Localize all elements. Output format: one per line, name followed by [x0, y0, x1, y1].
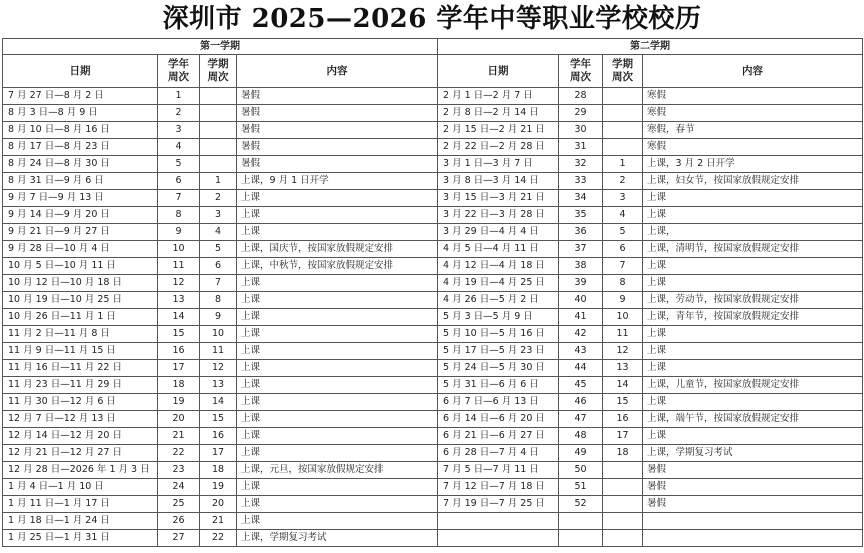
- date-cell: 7 月 5 日—7 月 11 日: [438, 462, 559, 479]
- content-cell: 上课，中秋节，按国家放假规定安排: [237, 258, 438, 275]
- date-cell: 3 月 29 日—4 月 4 日: [438, 224, 559, 241]
- table-row: [3, 190, 438, 207]
- date-cell: 4 月 12 日—4 月 18 日: [438, 258, 559, 275]
- table-row: [3, 360, 438, 377]
- year-week-cell: 25: [158, 496, 200, 513]
- date-cell: 11 月 23 日—11 月 29 日: [3, 377, 158, 394]
- content-cell: 上课，9 月 1 日开学: [237, 173, 438, 190]
- year-week-cell: [559, 530, 603, 547]
- term-week-cell: 20: [200, 496, 237, 513]
- date-cell: 9 月 14 日—9 月 20 日: [3, 207, 158, 224]
- content-cell: 上课: [237, 445, 438, 462]
- year-week-cell: 46: [559, 394, 603, 411]
- year-week-cell: 22: [158, 445, 200, 462]
- year-week-cell: 24: [158, 479, 200, 496]
- content-cell: 暑假: [237, 88, 438, 105]
- date-cell: 9 月 21 日—9 月 27 日: [3, 224, 158, 241]
- date-cell: 11 月 9 日—11 月 15 日: [3, 343, 158, 360]
- date-cell: 8 月 10 日—8 月 16 日: [3, 122, 158, 139]
- content-cell: 上课，元旦，按国家放假规定安排: [237, 462, 438, 479]
- table-row: [3, 275, 438, 292]
- term-week-cell: [603, 139, 643, 156]
- date-cell: 8 月 31 日—9 月 6 日: [3, 173, 158, 190]
- date-cell: 8 月 17 日—8 月 23 日: [3, 139, 158, 156]
- year-week-cell: 7: [158, 190, 200, 207]
- table-row: [3, 309, 438, 326]
- content-cell: 上课: [237, 275, 438, 292]
- content-cell: 上课: [237, 496, 438, 513]
- date-cell: 5 月 10 日—5 月 16 日: [438, 326, 559, 343]
- table-row: [438, 394, 863, 411]
- semester-1-table: [2, 38, 438, 547]
- content-cell: 上课: [237, 190, 438, 207]
- table-row: [3, 156, 438, 173]
- year-week-cell: 10: [158, 241, 200, 258]
- date-cell: 7 月 27 日—8 月 2 日: [3, 88, 158, 105]
- table-row: [438, 173, 863, 190]
- year-week-cell: 12: [158, 275, 200, 292]
- year-week-cell: 28: [559, 88, 603, 105]
- date-cell: 9 月 28 日—10 月 4 日: [3, 241, 158, 258]
- table-row: [3, 428, 438, 445]
- term-week-cell: [603, 496, 643, 513]
- table-row: [438, 462, 863, 479]
- term-week-cell: 12: [603, 343, 643, 360]
- term-week-cell: 7: [200, 275, 237, 292]
- table-row: [438, 428, 863, 445]
- term-week-cell: 14: [200, 394, 237, 411]
- term-week-cell: 8: [603, 275, 643, 292]
- table-row: [3, 326, 438, 343]
- content-cell: 上课，3 月 2 日开学: [643, 156, 863, 173]
- year-week-cell: 48: [559, 428, 603, 445]
- term-week-cell: [603, 513, 643, 530]
- term-week-cell: [200, 105, 237, 122]
- date-cell: 7 月 12 日—7 月 18 日: [438, 479, 559, 496]
- year-week-cell: 14: [158, 309, 200, 326]
- content-cell: 寒假: [643, 139, 863, 156]
- content-cell: 上课: [643, 343, 863, 360]
- content-cell: 上课: [237, 292, 438, 309]
- table-row: [3, 241, 438, 258]
- header-term-week: 学期 周次: [603, 55, 643, 88]
- year-week-cell: 27: [158, 530, 200, 547]
- year-week-cell: 4: [158, 139, 200, 156]
- term-week-cell: 7: [603, 258, 643, 275]
- header-content: 内容: [237, 55, 438, 88]
- content-cell: 上课，儿童节，按国家放假规定安排: [643, 377, 863, 394]
- content-cell: 暑假: [237, 139, 438, 156]
- header-year-week: 学年 周次: [559, 55, 603, 88]
- date-cell: 10 月 26 日—11 月 1 日: [3, 309, 158, 326]
- table-row: [438, 479, 863, 496]
- date-cell: [438, 530, 559, 547]
- header-year-week: 学年 周次: [158, 55, 200, 88]
- year-week-cell: 17: [158, 360, 200, 377]
- table-row: [438, 224, 863, 241]
- date-cell: 3 月 8 日—3 月 14 日: [438, 173, 559, 190]
- content-cell: 上课: [643, 190, 863, 207]
- year-week-cell: 43: [559, 343, 603, 360]
- term-week-cell: 3: [603, 190, 643, 207]
- term-week-cell: 10: [603, 309, 643, 326]
- year-week-cell: 40: [559, 292, 603, 309]
- date-cell: 2 月 1 日—2 月 7 日: [438, 88, 559, 105]
- content-cell: 暑假: [643, 462, 863, 479]
- content-cell: 上课: [643, 207, 863, 224]
- header-content: 内容: [643, 55, 863, 88]
- table-row: [3, 411, 438, 428]
- date-cell: 9 月 7 日—9 月 13 日: [3, 190, 158, 207]
- date-cell: 10 月 5 日—10 月 11 日: [3, 258, 158, 275]
- date-cell: 5 月 3 日—5 月 9 日: [438, 309, 559, 326]
- date-cell: 6 月 7 日—6 月 13 日: [438, 394, 559, 411]
- term-week-cell: [603, 462, 643, 479]
- content-cell: 暑假: [237, 122, 438, 139]
- content-cell: 上课，国庆节，按国家放假规定安排: [237, 241, 438, 258]
- year-week-cell: 6: [158, 173, 200, 190]
- term-week-cell: 4: [603, 207, 643, 224]
- year-week-cell: 34: [559, 190, 603, 207]
- term-week-cell: 8: [200, 292, 237, 309]
- content-cell: 寒假，春节: [643, 122, 863, 139]
- year-week-cell: 41: [559, 309, 603, 326]
- table-row: [3, 513, 438, 530]
- year-week-cell: 13: [158, 292, 200, 309]
- table-row: [3, 462, 438, 479]
- year-week-cell: 37: [559, 241, 603, 258]
- semester-2-table: [437, 38, 863, 547]
- term-week-cell: 15: [603, 394, 643, 411]
- year-week-cell: 2: [158, 105, 200, 122]
- year-week-cell: 50: [559, 462, 603, 479]
- content-cell: 上课: [237, 360, 438, 377]
- content-cell: 上课，学期复习考试: [643, 445, 863, 462]
- term-week-cell: [200, 88, 237, 105]
- term-week-cell: 2: [603, 173, 643, 190]
- term-week-cell: 18: [603, 445, 643, 462]
- content-cell: 寒假: [643, 88, 863, 105]
- table-row: [438, 190, 863, 207]
- year-week-cell: 5: [158, 156, 200, 173]
- date-cell: 4 月 19 日—4 月 25 日: [438, 275, 559, 292]
- term-week-cell: [603, 105, 643, 122]
- term-week-cell: [200, 139, 237, 156]
- table-row: [438, 513, 863, 530]
- header-term-week: 学期 周次: [200, 55, 237, 88]
- date-cell: 5 月 31 日—6 月 6 日: [438, 377, 559, 394]
- year-week-cell: 11: [158, 258, 200, 275]
- year-week-cell: 26: [158, 513, 200, 530]
- content-cell: 上课: [643, 275, 863, 292]
- table-row: [438, 139, 863, 156]
- content-cell: 上课，青年节，按国家放假规定安排: [643, 309, 863, 326]
- year-week-cell: 36: [559, 224, 603, 241]
- table-row: [438, 207, 863, 224]
- year-week-cell: 29: [559, 105, 603, 122]
- year-week-cell: 30: [559, 122, 603, 139]
- date-cell: 3 月 1 日—3 月 7 日: [438, 156, 559, 173]
- table-row: [438, 496, 863, 513]
- content-cell: 上课，清明节，按国家放假规定安排: [643, 241, 863, 258]
- year-week-cell: [559, 513, 603, 530]
- term-week-cell: 4: [200, 224, 237, 241]
- term-week-cell: 9: [200, 309, 237, 326]
- table-row: [438, 122, 863, 139]
- term-week-cell: 22: [200, 530, 237, 547]
- term-week-cell: [603, 88, 643, 105]
- date-cell: 10 月 12 日—10 月 18 日: [3, 275, 158, 292]
- page-title: 深圳市 2025—2026 学年中等职业学校校历: [162, 4, 702, 34]
- year-week-cell: 9: [158, 224, 200, 241]
- table-row: [3, 105, 438, 122]
- year-week-cell: 44: [559, 360, 603, 377]
- date-cell: 2 月 22 日—2 月 28 日: [438, 139, 559, 156]
- content-cell: 上课: [237, 309, 438, 326]
- table-row: [438, 360, 863, 377]
- table-row: [438, 292, 863, 309]
- table-row: [438, 326, 863, 343]
- content-cell: [643, 530, 863, 547]
- content-cell: 上课: [237, 224, 438, 241]
- term-week-cell: 19: [200, 479, 237, 496]
- content-cell: 上课: [643, 394, 863, 411]
- date-cell: 2 月 8 日—2 月 14 日: [438, 105, 559, 122]
- term-week-cell: [603, 530, 643, 547]
- term-week-cell: 15: [200, 411, 237, 428]
- term-week-cell: 11: [603, 326, 643, 343]
- year-week-cell: 20: [158, 411, 200, 428]
- content-cell: 上课: [237, 479, 438, 496]
- date-cell: 8 月 24 日—8 月 30 日: [3, 156, 158, 173]
- term-week-cell: 6: [200, 258, 237, 275]
- term-week-cell: 6: [603, 241, 643, 258]
- year-week-cell: 8: [158, 207, 200, 224]
- date-cell: 11 月 30 日—12 月 6 日: [3, 394, 158, 411]
- term-week-cell: 1: [200, 173, 237, 190]
- term-week-cell: 1: [603, 156, 643, 173]
- table-row: [3, 445, 438, 462]
- content-cell: 上课: [237, 207, 438, 224]
- year-week-cell: 39: [559, 275, 603, 292]
- term-week-cell: 9: [603, 292, 643, 309]
- table-row: [3, 292, 438, 309]
- term-week-cell: 13: [603, 360, 643, 377]
- content-cell: 暑假: [237, 156, 438, 173]
- table-row: [438, 411, 863, 428]
- year-week-cell: 38: [559, 258, 603, 275]
- term-week-cell: 5: [200, 241, 237, 258]
- term-week-cell: 10: [200, 326, 237, 343]
- table-row: [438, 530, 863, 547]
- year-week-cell: 18: [158, 377, 200, 394]
- date-cell: 8 月 3 日—8 月 9 日: [3, 105, 158, 122]
- table-row: [3, 122, 438, 139]
- content-cell: 上课，劳动节，按国家放假规定安排: [643, 292, 863, 309]
- term-week-cell: [200, 122, 237, 139]
- date-cell: [438, 513, 559, 530]
- content-cell: 上课: [643, 360, 863, 377]
- date-cell: 3 月 22 日—3 月 28 日: [438, 207, 559, 224]
- date-cell: 12 月 21 日—12 月 27 日: [3, 445, 158, 462]
- table-row: [3, 394, 438, 411]
- date-cell: 1 月 4 日—1 月 10 日: [3, 479, 158, 496]
- date-cell: 4 月 26 日—5 月 2 日: [438, 292, 559, 309]
- content-cell: 上课: [237, 513, 438, 530]
- date-cell: 1 月 25 日—1 月 31 日: [3, 530, 158, 547]
- table-row: [438, 241, 863, 258]
- date-cell: 4 月 5 日—4 月 11 日: [438, 241, 559, 258]
- content-cell: 暑假: [643, 479, 863, 496]
- term-week-cell: 16: [603, 411, 643, 428]
- year-week-cell: 19: [158, 394, 200, 411]
- semester-title: 第一学期: [3, 39, 438, 55]
- content-cell: 上课，: [643, 224, 863, 241]
- content-cell: 上课: [643, 326, 863, 343]
- table-row: [438, 105, 863, 122]
- content-cell: 上课: [643, 428, 863, 445]
- date-cell: 5 月 17 日—5 月 23 日: [438, 343, 559, 360]
- table-row: [438, 156, 863, 173]
- year-week-cell: 45: [559, 377, 603, 394]
- date-cell: 11 月 2 日—11 月 8 日: [3, 326, 158, 343]
- table-row: [438, 88, 863, 105]
- date-cell: 6 月 14 日—6 月 20 日: [438, 411, 559, 428]
- table-row: [438, 258, 863, 275]
- year-week-cell: 51: [559, 479, 603, 496]
- date-cell: 10 月 19 日—10 月 25 日: [3, 292, 158, 309]
- year-week-cell: 49: [559, 445, 603, 462]
- table-row: [3, 224, 438, 241]
- table-row: [3, 258, 438, 275]
- date-cell: 3 月 15 日—3 月 21 日: [438, 190, 559, 207]
- date-cell: 6 月 28 日—7 月 4 日: [438, 445, 559, 462]
- term-week-cell: 21: [200, 513, 237, 530]
- year-week-cell: 31: [559, 139, 603, 156]
- year-week-cell: 32: [559, 156, 603, 173]
- year-week-cell: 21: [158, 428, 200, 445]
- table-row: [3, 496, 438, 513]
- term-week-cell: 2: [200, 190, 237, 207]
- date-cell: 1 月 18 日—1 月 24 日: [3, 513, 158, 530]
- term-week-cell: 18: [200, 462, 237, 479]
- table-row: [438, 377, 863, 394]
- year-week-cell: 15: [158, 326, 200, 343]
- term-week-cell: [603, 479, 643, 496]
- term-week-cell: [200, 156, 237, 173]
- content-cell: 上课: [237, 428, 438, 445]
- term-week-cell: 11: [200, 343, 237, 360]
- semester-title: 第二学期: [438, 39, 863, 55]
- table-row: [3, 139, 438, 156]
- content-cell: 上课: [237, 394, 438, 411]
- term-week-cell: 3: [200, 207, 237, 224]
- content-cell: 上课，妇女节，按国家放假规定安排: [643, 173, 863, 190]
- date-cell: 11 月 16 日—11 月 22 日: [3, 360, 158, 377]
- table-row: [3, 343, 438, 360]
- content-cell: 上课: [237, 326, 438, 343]
- term-week-cell: 17: [603, 428, 643, 445]
- date-cell: 12 月 28 日—2026 年 1 月 3 日: [3, 462, 158, 479]
- term-week-cell: 16: [200, 428, 237, 445]
- table-row: [3, 207, 438, 224]
- content-cell: 上课: [237, 343, 438, 360]
- date-cell: 7 月 19 日—7 月 25 日: [438, 496, 559, 513]
- date-cell: 6 月 21 日—6 月 27 日: [438, 428, 559, 445]
- date-cell: 2 月 15 日—2 月 21 日: [438, 122, 559, 139]
- year-week-cell: 35: [559, 207, 603, 224]
- header-date: 日期: [3, 55, 158, 88]
- term-week-cell: 17: [200, 445, 237, 462]
- table-row: [438, 343, 863, 360]
- table-row: [438, 309, 863, 326]
- content-cell: 上课: [237, 377, 438, 394]
- content-cell: 暑假: [643, 496, 863, 513]
- year-week-cell: 52: [559, 496, 603, 513]
- year-week-cell: 47: [559, 411, 603, 428]
- content-cell: 上课，学期复习考试: [237, 530, 438, 547]
- content-cell: 暑假: [237, 105, 438, 122]
- date-cell: 1 月 11 日—1 月 17 日: [3, 496, 158, 513]
- year-week-cell: 3: [158, 122, 200, 139]
- year-week-cell: 33: [559, 173, 603, 190]
- header-date: 日期: [438, 55, 559, 88]
- term-week-cell: 5: [603, 224, 643, 241]
- content-cell: 上课: [643, 258, 863, 275]
- content-cell: [643, 513, 863, 530]
- table-row: [3, 377, 438, 394]
- table-row: [3, 479, 438, 496]
- table-row: [438, 445, 863, 462]
- term-week-cell: 14: [603, 377, 643, 394]
- term-week-cell: 13: [200, 377, 237, 394]
- term-week-cell: 12: [200, 360, 237, 377]
- table-row: [3, 88, 438, 105]
- date-cell: 12 月 14 日—12 月 20 日: [3, 428, 158, 445]
- year-week-cell: 42: [559, 326, 603, 343]
- date-cell: 12 月 7 日—12 月 13 日: [3, 411, 158, 428]
- year-week-cell: 16: [158, 343, 200, 360]
- content-cell: 寒假: [643, 105, 863, 122]
- table-row: [3, 173, 438, 190]
- year-week-cell: 23: [158, 462, 200, 479]
- term-week-cell: [603, 122, 643, 139]
- table-row: [3, 530, 438, 547]
- year-week-cell: 1: [158, 88, 200, 105]
- table-row: [438, 275, 863, 292]
- content-cell: 上课，端午节，按国家放假规定安排: [643, 411, 863, 428]
- date-cell: 5 月 24 日—5 月 30 日: [438, 360, 559, 377]
- content-cell: 上课: [237, 411, 438, 428]
